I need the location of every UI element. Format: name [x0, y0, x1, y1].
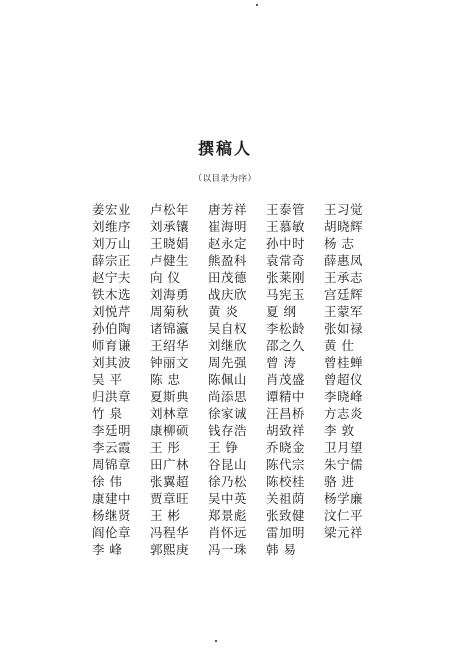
contributor-name: 张翼超	[150, 474, 190, 489]
contributor-name: 孙伯陶	[92, 321, 132, 336]
contributor-name: 黄 炎	[208, 304, 239, 319]
contributor-name: 王 彬	[150, 508, 181, 523]
contributor-name: 肖怀远	[208, 525, 248, 540]
contributor-name: 吴中英	[208, 491, 248, 506]
contributor-name: 陈校桂	[266, 474, 306, 489]
contributor-name: 李廷明	[92, 423, 132, 438]
contributor-name: 胡致祥	[266, 423, 306, 438]
contributor-name: 归洪章	[92, 389, 132, 404]
contributor-name: 冯一珠	[208, 542, 248, 557]
contributor-name: 王 彤	[150, 440, 181, 455]
contributor-name: 杨 志	[324, 236, 355, 251]
contributor-name: 王习觉	[324, 202, 364, 217]
page-speck	[215, 640, 217, 642]
contributor-name: 汶仁平	[324, 508, 364, 523]
contributor-name: 谭精中	[266, 389, 306, 404]
contributor-name: 雷加明	[266, 525, 306, 540]
contributor-name: 徐家诚	[208, 406, 248, 421]
page-title: 撰稿人	[197, 139, 252, 158]
contributor-name: 田广林	[150, 457, 190, 472]
contributor-name: 张如禄	[324, 321, 364, 336]
contributor-name: 周先强	[208, 355, 248, 370]
contributor-name: 乔晓金	[266, 440, 306, 455]
contributor-name: 刘其波	[92, 355, 132, 370]
contributor-name: 赵宁夫	[92, 270, 132, 285]
contributor-name: 曾 涛	[266, 355, 297, 370]
contributor-name: 竹 泉	[92, 406, 123, 421]
contributor-name: 姜宏业	[92, 202, 132, 217]
contributor-name: 李晓峰	[324, 389, 364, 404]
contributor-name: 熊盈科	[208, 253, 248, 268]
contributor-name: 田茂德	[208, 270, 248, 285]
contributor-name: 刘继欣	[208, 338, 248, 353]
contributor-name: 王 铮	[208, 440, 239, 455]
contributor-name: 李云霞	[92, 440, 132, 455]
contributor-name: 杨学廉	[324, 491, 364, 506]
contributor-name: 骆 进	[324, 474, 355, 489]
contributor-name: 肖茂盛	[266, 372, 306, 387]
contributor-name: 徐乃松	[208, 474, 248, 489]
contributor-name: 薛宗正	[92, 253, 132, 268]
contributor-name: 朱宁儒	[324, 457, 364, 472]
contributor-name: 王晓娟	[150, 236, 190, 251]
contributor-name: 梁元祥	[324, 525, 364, 540]
contributor-name: 袁常奇	[266, 253, 306, 268]
contributor-name: 崔海明	[208, 219, 248, 234]
contributor-name: 康建中	[92, 491, 132, 506]
contributor-name: 卢健生	[150, 253, 190, 268]
contributor-name: 曾桂蝉	[324, 355, 364, 370]
contributor-name: 李松龄	[266, 321, 306, 336]
contributor-name: 卢松年	[150, 202, 190, 217]
contributor-name: 王绍华	[150, 338, 190, 353]
contributor-name: 胡晓辉	[324, 219, 364, 234]
contributor-name: 宫廷辉	[324, 287, 364, 302]
contributor-name: 吴自权	[208, 321, 248, 336]
contributor-name: 王泰管	[266, 202, 306, 217]
contributor-name: 张莱刚	[266, 270, 306, 285]
contributor-name: 汪昌桥	[266, 406, 306, 421]
contributor-name: 夏斯典	[150, 389, 190, 404]
contributor-name: 杨继贤	[92, 508, 132, 523]
contributor-name: 尚添思	[208, 389, 248, 404]
contributor-name: 赵永定	[208, 236, 248, 251]
contributor-name: 唐芳祥	[208, 202, 248, 217]
contributor-name: 周锦章	[92, 457, 132, 472]
contributor-name: 夏 纲	[266, 304, 297, 319]
contributor-name: 谷昆山	[208, 457, 248, 472]
contributor-name: 向 仪	[150, 270, 181, 285]
contributor-name: 黄 仕	[324, 338, 355, 353]
contributor-name: 王慕敏	[266, 219, 306, 234]
contributor-name: 李 敦	[324, 423, 355, 438]
page-speck	[256, 4, 258, 6]
contributor-name: 钟丽文	[150, 355, 190, 370]
contributor-name: 吴 平	[92, 372, 123, 387]
contributor-name: 冯程华	[150, 525, 190, 540]
contributor-name: 阎伦章	[92, 525, 132, 540]
contributor-name: 刘承镶	[150, 219, 190, 234]
contributor-name: 钱存浩	[208, 423, 248, 438]
contributor-name: 曾超仪	[324, 372, 364, 387]
contributor-name: 孙中时	[266, 236, 306, 251]
contributor-name: 陈代宗	[266, 457, 306, 472]
contributor-name: 薛惠凤	[324, 253, 364, 268]
contributor-name: 郑景彪	[208, 508, 248, 523]
contributor-name: 方志炎	[324, 406, 364, 421]
contributor-name: 郭熙庚	[150, 542, 190, 557]
contributor-name: 刘悦芹	[92, 304, 132, 319]
contributor-name: 李 峰	[92, 542, 123, 557]
contributor-name: 卫月望	[324, 440, 364, 455]
contributor-name: 刘林章	[150, 406, 190, 421]
contributor-name: 战庆欣	[208, 287, 248, 302]
contributor-name: 韩 易	[266, 542, 297, 557]
contributor-name	[324, 541, 384, 558]
contributor-name: 徐 伟	[92, 474, 123, 489]
contributor-name: 诸锦瀛	[150, 321, 190, 336]
contributor-name: 周菊秋	[150, 304, 190, 319]
contributor-name: 刘万山	[92, 236, 132, 251]
contributor-name: 刘维序	[92, 219, 132, 234]
contributor-name: 康柳硕	[150, 423, 190, 438]
contributor-name: 陈 忠	[150, 372, 181, 387]
contributor-name: 马宪玉	[266, 287, 306, 302]
contributor-name: 刘海勇	[150, 287, 190, 302]
contributor-name: 王蒙军	[324, 304, 364, 319]
contributor-name: 邵之久	[266, 338, 306, 353]
contributor-name: 王承志	[324, 270, 364, 285]
contributor-name: 张致健	[266, 508, 306, 523]
contributor-names-grid	[92, 201, 392, 558]
contributor-name: 铁木选	[92, 287, 132, 302]
page-subtitle: （以目录为序）	[193, 174, 257, 184]
contributor-name: 师育谦	[92, 338, 132, 353]
contributor-name: 贾章旺	[150, 491, 190, 506]
contributor-name: 关祖荫	[266, 491, 306, 506]
contributor-name: 陈佩山	[208, 372, 248, 387]
